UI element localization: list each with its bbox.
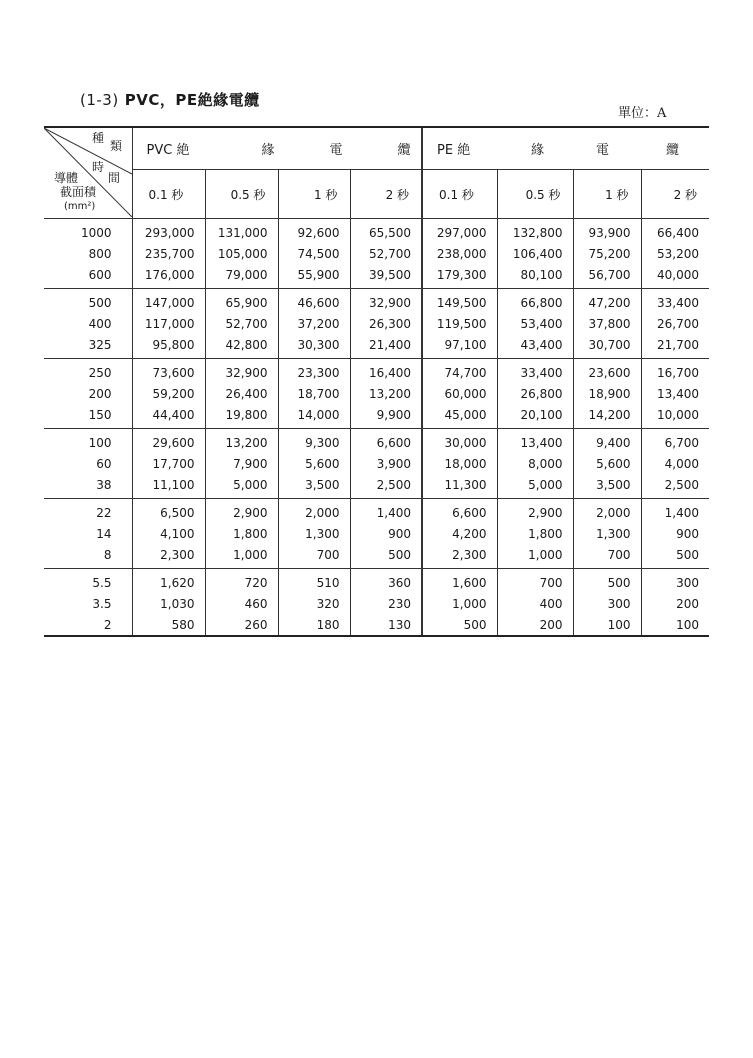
table-row: [44, 474, 709, 499]
current-value-cell: 5,000: [497, 474, 573, 499]
current-value-cell: 3,500: [573, 474, 641, 499]
table-body: [44, 219, 709, 637]
current-value-cell: 65,500: [350, 219, 422, 244]
current-value-cell: 1,600: [422, 569, 497, 594]
current-value-cell: 8,000: [497, 453, 573, 474]
current-value-cell: 43,400: [497, 334, 573, 359]
current-value-cell: 37,200: [278, 313, 350, 334]
current-value-cell: 44,400: [132, 404, 205, 429]
current-value-cell: 42,800: [205, 334, 278, 359]
current-value-cell: 4,000: [641, 453, 709, 474]
conductor-size-cell: 3.5: [92, 596, 112, 611]
table-row: [44, 523, 709, 544]
current-value-cell: 18,700: [278, 383, 350, 404]
corner-kind-a: 種: [92, 131, 105, 145]
current-value-cell: 1,620: [132, 569, 205, 594]
time-header: 0.5 秒: [497, 170, 573, 219]
current-value-cell: 900: [350, 523, 422, 544]
group-header-pvc: PVC 絶 緣 電 纜: [132, 127, 422, 170]
conductor-size-cell: 250: [88, 365, 112, 380]
current-value-cell: 20,100: [497, 404, 573, 429]
current-value-cell: 700: [573, 544, 641, 569]
current-value-cell: 33,400: [641, 289, 709, 314]
table-row: [44, 453, 709, 474]
current-value-cell: 95,800: [132, 334, 205, 359]
current-value-cell: 230: [350, 593, 422, 614]
current-value-cell: 4,200: [422, 523, 497, 544]
header-corner: [44, 127, 132, 219]
current-value-cell: 100: [641, 614, 709, 636]
current-value-cell: 9,400: [573, 429, 641, 454]
table-row: [44, 544, 709, 569]
current-value-cell: 26,800: [497, 383, 573, 404]
conductor-size-cell: 800: [88, 246, 112, 261]
current-value-cell: 1,030: [132, 593, 205, 614]
current-value-cell: 30,700: [573, 334, 641, 359]
corner-time-b: 間: [108, 171, 121, 185]
current-value-cell: 131,000: [205, 219, 278, 244]
corner-area: 截面積: [60, 185, 97, 199]
conductor-size-cell: 8: [44, 544, 132, 569]
current-value-cell: 3,500: [278, 474, 350, 499]
time-header: 1 秒: [573, 170, 641, 219]
current-value-cell: 32,900: [205, 359, 278, 384]
conductor-size-cell: 600: [44, 264, 132, 289]
current-value-cell: 16,700: [641, 359, 709, 384]
current-value-cell: 18,900: [573, 383, 641, 404]
table-row: [44, 404, 709, 429]
current-value-cell: 66,800: [497, 289, 573, 314]
current-value-cell: 30,000: [422, 429, 497, 454]
corner-kind-b: 類: [110, 139, 123, 153]
table-row: [44, 614, 709, 636]
current-value-cell: 149,500: [422, 289, 497, 314]
current-value-cell: 46,600: [278, 289, 350, 314]
current-value-cell: 52,700: [350, 243, 422, 264]
current-value-cell: 900: [641, 523, 709, 544]
current-value-cell: 6,600: [422, 499, 497, 524]
current-value-cell: 300: [573, 593, 641, 614]
current-value-cell: 5,600: [278, 453, 350, 474]
current-value-cell: 13,200: [205, 429, 278, 454]
time-header: 1 秒: [278, 170, 350, 219]
conductor-size-cell: 325: [44, 334, 132, 359]
current-value-cell: 176,000: [132, 264, 205, 289]
current-value-cell: 23,600: [573, 359, 641, 384]
table-row: [44, 264, 709, 289]
table-row: [44, 383, 709, 404]
current-value-cell: 65,900: [205, 289, 278, 314]
table-row: [44, 313, 709, 334]
current-value-cell: 26,400: [205, 383, 278, 404]
current-value-cell: 11,300: [422, 474, 497, 499]
current-value-cell: 179,300: [422, 264, 497, 289]
current-value-cell: 74,500: [278, 243, 350, 264]
current-value-cell: 460: [205, 593, 278, 614]
current-value-cell: 53,200: [641, 243, 709, 264]
current-value-cell: 1,800: [205, 523, 278, 544]
current-value-cell: 500: [573, 569, 641, 594]
current-value-cell: 5,600: [573, 453, 641, 474]
current-value-cell: 74,700: [422, 359, 497, 384]
conductor-size-cell: 500: [88, 295, 112, 310]
current-value-cell: 19,800: [205, 404, 278, 429]
current-value-cell: 60,000: [422, 383, 497, 404]
table-row: [44, 499, 709, 524]
current-value-cell: 6,600: [350, 429, 422, 454]
current-value-cell: 2,500: [641, 474, 709, 499]
current-value-cell: 56,700: [573, 264, 641, 289]
current-value-cell: 106,400: [497, 243, 573, 264]
current-value-cell: 75,200: [573, 243, 641, 264]
current-value-cell: 100: [573, 614, 641, 636]
current-value-cell: 700: [278, 544, 350, 569]
conductor-size-cell: 1000: [80, 225, 112, 240]
conductor-size-cell: 38: [44, 474, 132, 499]
current-value-cell: 1,000: [422, 593, 497, 614]
conductor-size-cell: 150: [44, 404, 132, 429]
current-value-cell: 16,400: [350, 359, 422, 384]
corner-time-a: 時: [92, 160, 105, 174]
current-value-cell: 33,400: [497, 359, 573, 384]
current-value-cell: 1,400: [350, 499, 422, 524]
current-value-cell: 14,200: [573, 404, 641, 429]
current-value-cell: 39,500: [350, 264, 422, 289]
current-value-cell: 30,300: [278, 334, 350, 359]
current-value-cell: 2,300: [132, 544, 205, 569]
table-row: [44, 243, 709, 264]
current-value-cell: 79,000: [205, 264, 278, 289]
current-value-cell: 9,900: [350, 404, 422, 429]
current-value-cell: 1,300: [278, 523, 350, 544]
time-header: 2 秒: [641, 170, 709, 219]
current-value-cell: 132,800: [497, 219, 573, 244]
conductor-size-cell: 14: [96, 526, 112, 541]
current-value-cell: 105,000: [205, 243, 278, 264]
conductor-size-cell: 22: [96, 505, 112, 520]
table-row: [44, 219, 709, 244]
current-value-cell: 5,000: [205, 474, 278, 499]
current-value-cell: 510: [278, 569, 350, 594]
current-value-cell: 73,600: [132, 359, 205, 384]
current-value-cell: 500: [641, 544, 709, 569]
current-value-cell: 147,000: [132, 289, 205, 314]
current-value-cell: 55,900: [278, 264, 350, 289]
current-value-cell: 11,100: [132, 474, 205, 499]
conductor-size-cell: 5.5: [92, 575, 112, 590]
current-value-cell: 260: [205, 614, 278, 636]
current-value-cell: 13,400: [497, 429, 573, 454]
current-value-cell: 93,900: [573, 219, 641, 244]
current-value-cell: 720: [205, 569, 278, 594]
current-value-cell: 500: [350, 544, 422, 569]
corner-conductor: 導體: [54, 171, 79, 185]
conductor-size-cell: 100: [88, 435, 112, 450]
table-row: [44, 593, 709, 614]
current-value-cell: 1,800: [497, 523, 573, 544]
current-value-cell: 500: [422, 614, 497, 636]
current-table: [44, 126, 709, 637]
current-value-cell: 80,100: [497, 264, 573, 289]
current-value-cell: 17,700: [132, 453, 205, 474]
current-value-cell: 235,700: [132, 243, 205, 264]
conductor-size-cell: 200: [88, 386, 112, 401]
page-title: [80, 89, 260, 110]
current-value-cell: 40,000: [641, 264, 709, 289]
current-value-cell: 7,900: [205, 453, 278, 474]
current-value-cell: 13,200: [350, 383, 422, 404]
table-row: [44, 359, 709, 384]
current-value-cell: 2,900: [205, 499, 278, 524]
current-value-cell: 700: [497, 569, 573, 594]
current-value-cell: 180: [278, 614, 350, 636]
table-row: [44, 334, 709, 359]
current-value-cell: 2,900: [497, 499, 573, 524]
group-header-pe: PE 絶 緣 電 纜: [422, 127, 709, 170]
conductor-size-cell: 60: [96, 456, 112, 471]
current-value-cell: 1,000: [497, 544, 573, 569]
current-value-cell: 21,700: [641, 334, 709, 359]
current-value-cell: 200: [641, 593, 709, 614]
current-value-cell: 45,000: [422, 404, 497, 429]
current-value-cell: 117,000: [132, 313, 205, 334]
current-value-cell: 21,400: [350, 334, 422, 359]
conductor-size-cell: 2: [44, 614, 132, 636]
current-value-cell: 360: [350, 569, 422, 594]
current-value-cell: 2,500: [350, 474, 422, 499]
table-row: [44, 569, 709, 594]
current-value-cell: 59,200: [132, 383, 205, 404]
current-value-cell: 23,300: [278, 359, 350, 384]
conductor-size-cell: 400: [88, 316, 112, 331]
current-value-cell: 97,100: [422, 334, 497, 359]
current-value-cell: 200: [497, 614, 573, 636]
current-value-cell: 297,000: [422, 219, 497, 244]
current-value-cell: 2,000: [278, 499, 350, 524]
current-value-cell: 47,200: [573, 289, 641, 314]
current-value-cell: 37,800: [573, 313, 641, 334]
table-row: [44, 429, 709, 454]
current-value-cell: 14,000: [278, 404, 350, 429]
current-value-cell: 13,400: [641, 383, 709, 404]
current-value-cell: 293,000: [132, 219, 205, 244]
current-value-cell: 320: [278, 593, 350, 614]
title-name: PVC，PE絶緣電纜: [124, 91, 260, 109]
current-value-cell: 6,500: [132, 499, 205, 524]
current-value-cell: 580: [132, 614, 205, 636]
current-value-cell: 6,700: [641, 429, 709, 454]
current-value-cell: 53,400: [497, 313, 573, 334]
corner-unit-mm: (mm²): [64, 201, 96, 212]
current-value-cell: 238,000: [422, 243, 497, 264]
current-value-cell: 2,000: [573, 499, 641, 524]
current-value-cell: 32,900: [350, 289, 422, 314]
current-value-cell: 26,700: [641, 313, 709, 334]
current-value-cell: 92,600: [278, 219, 350, 244]
current-value-cell: 18,000: [422, 453, 497, 474]
current-value-cell: 119,500: [422, 313, 497, 334]
current-value-cell: 400: [497, 593, 573, 614]
current-value-cell: 1,400: [641, 499, 709, 524]
current-value-cell: 9,300: [278, 429, 350, 454]
current-value-cell: 3,900: [350, 453, 422, 474]
time-header: 0.1 秒: [422, 170, 497, 219]
current-value-cell: 26,300: [350, 313, 422, 334]
time-header: 0.5 秒: [205, 170, 278, 219]
current-value-cell: 300: [641, 569, 709, 594]
current-value-cell: 10,000: [641, 404, 709, 429]
current-value-cell: 29,600: [132, 429, 205, 454]
unit-label: 單位：A: [618, 106, 667, 121]
current-value-cell: 66,400: [641, 219, 709, 244]
current-value-cell: 2,300: [422, 544, 497, 569]
title-code: (1-3): [80, 91, 119, 109]
current-value-cell: 1,000: [205, 544, 278, 569]
time-header: 2 秒: [350, 170, 422, 219]
time-header: 0.1 秒: [132, 170, 205, 219]
current-value-cell: 52,700: [205, 313, 278, 334]
current-value-cell: 4,100: [132, 523, 205, 544]
current-value-cell: 1,300: [573, 523, 641, 544]
current-value-cell: 130: [350, 614, 422, 636]
table-row: [44, 289, 709, 314]
